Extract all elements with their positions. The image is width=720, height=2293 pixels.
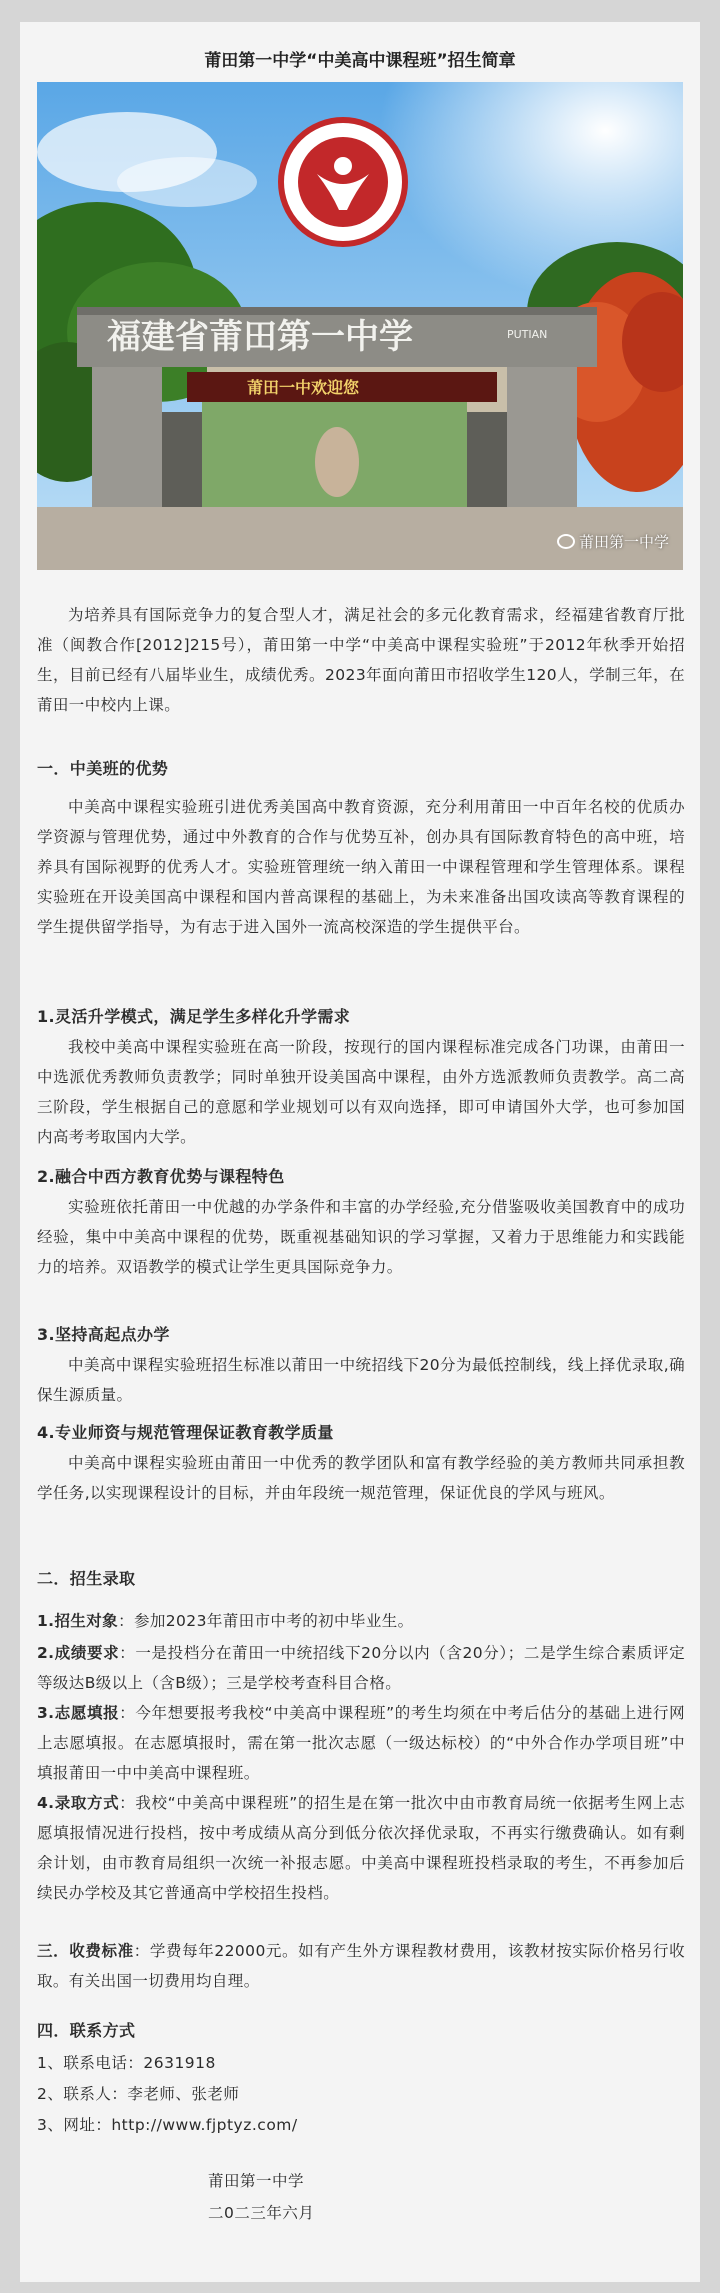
welcome-banner: 莆田一中欢迎您 <box>247 378 360 397</box>
section1-heading: 一．中美班的优势 <box>37 759 169 778</box>
admission-item-4-label: 4.录取方式 <box>37 1794 120 1812</box>
admission-item-2 <box>37 1638 685 1698</box>
admission-item-1 <box>37 1606 685 1636</box>
contact-person: 2、联系人：李老师、张老师 <box>37 2085 240 2103</box>
wechat-icon <box>557 534 575 549</box>
item2-heading: 2.融合中西方教育优势与课程特色 <box>37 1167 285 1186</box>
admission-item-4 <box>37 1788 685 1908</box>
contact-website[interactable] <box>37 2110 685 2141</box>
intro-paragraph: 为培养具有国际竞争力的复合型人才，满足社会的多元化教育需求，经福建省教育厅批准（闽教合作[2012]215号），莆田第一中学“中美高中课程实验班”于2012年秋季开始招生，目前已经有八届毕业生，成绩优秀。2023年面向莆田市招收学生120人，学制三年，在莆田一中校内上课。 <box>37 606 685 714</box>
article-page <box>20 22 700 2282</box>
admission-item-1-text: ：参加2023年莆田市中考的初中毕业生。 <box>118 1612 414 1630</box>
admission-item-2-text: ：一是投档分在莆田一中统招线下20分以内（含20分）；二是学生综合素质评定等级达B级以上（含B级）；三是学校考查科目合格。 <box>37 1644 685 1692</box>
admission-item-4-text: ：我校“中美高中课程班”的招生是在第一批次中由市教育局统一依据考生网上志愿填报情况进行投档，按中考成绩从高分到低分依次择优录取，不再实行缴费确认。如有剩余计划，由市教育局组织一次统一补报志愿。中美高中课程班投档录取的考生，不再参加后续民办学校及其它普通高中学校招生投档。 <box>37 1794 685 1902</box>
item2-body: 实验班依托莆田一中优越的办学条件和丰富的办学经验,充分借鉴吸收美国教育中的成功经验，集中中美高中课程的优势，既重视基础知识的学习掌握，又着力于思维能力和实践能力的培养。双语教学的模式让学生更具国际竞争力。 <box>37 1198 685 1276</box>
admission-item-1-label: 1.招生对象 <box>37 1612 119 1630</box>
gate-calligraphy-text: 福建省莆田第一中学 <box>107 317 413 357</box>
page-title: 莆田第一中学“中美高中课程班”招生简章 <box>204 51 516 71</box>
item1-heading: 1.灵活升学模式，满足学生多样化升学需求 <box>37 1007 351 1026</box>
fee-text: ：学费每年22000元。如有产生外方课程教材费用，该教材按实际价格另行收取。有关出国一切费用均自理。 <box>37 1942 685 1990</box>
signature-date: 二0二三年六月 <box>208 2204 315 2222</box>
admission-item-3-label: 3.志愿填报 <box>37 1704 120 1722</box>
contact-website-link[interactable]: 3、网址：http://www.fjptyz.com/ <box>37 2116 298 2134</box>
section1-body: 中美高中课程实验班引进优秀美国高中教育资源，充分利用莆田一中百年名校的优质办学资源与管理优势，通过中外教育的合作与优势互补，创办具有国际教育特色的高中班，培养具有国际视野的优秀人才。实验班管理统一纳入莆田一中课程管理和学生管理体系。课程实验班在开设美国高中课程和国内普高课程的基础上，为未来准备出国攻读高等教育课程的学生提供留学指导，为有志于进入国外一流高校深造的学生提供平台。 <box>37 798 685 936</box>
watermark-text: 莆田第一中学 <box>578 533 669 551</box>
fee-section <box>37 1936 685 1996</box>
admission-item-2-label: 2.成绩要求 <box>37 1644 120 1662</box>
item4-body: 中美高中课程实验班由莆田一中优秀的教学团队和富有教学经验的美方教师共同承担教学任务,以实现课程设计的目标，并由年段统一规范管理，保证优良的学风与班风。 <box>37 1454 685 1502</box>
contact-phone: 1、联系电话：2631918 <box>37 2054 216 2072</box>
item4-heading: 4.专业师资与规范管理保证教育教学质量 <box>37 1423 334 1442</box>
item3-heading: 3.坚持高起点办学 <box>37 1325 170 1344</box>
gate-side-text: PUTIAN <box>507 328 548 341</box>
contact-heading: 四．联系方式 <box>37 2021 136 2040</box>
admission-item-3-text: ：今年想要报考我校“中美高中课程班”的考生均须在中考后估分的基础上进行网上志愿填报。在志愿填报时，需在第一批次志愿（一级达标校）的“中外合作办学项目班”中填报莆田一中中美高中课程班。 <box>37 1704 685 1782</box>
signature-org: 莆田第一中学 <box>208 2172 305 2190</box>
item3-body: 中美高中课程实验班招生标准以莆田一中统招线下20分为最低控制线，线上择优录取,确保生源质量。 <box>37 1356 685 1404</box>
item1-body: 我校中美高中课程实验班在高一阶段，按现行的国内课程标准完成各门功课，由莆田一中选派优秀教师负责教学；同时单独开设美国高中课程，由外方选派教师负责教学。高二高三阶段，学生根据自己的意愿和学业规划可以有双向选择，即可申请国外大学，也可参加国内高考考取国内大学。 <box>37 1038 685 1146</box>
watermark <box>557 531 669 552</box>
admission-item-3 <box>37 1698 685 1788</box>
section2-heading: 二．招生录取 <box>37 1569 136 1588</box>
school-gate-photo <box>37 82 683 570</box>
fee-heading: 三．收费标准 <box>37 1942 134 1960</box>
school-gate-illustration <box>37 82 683 570</box>
